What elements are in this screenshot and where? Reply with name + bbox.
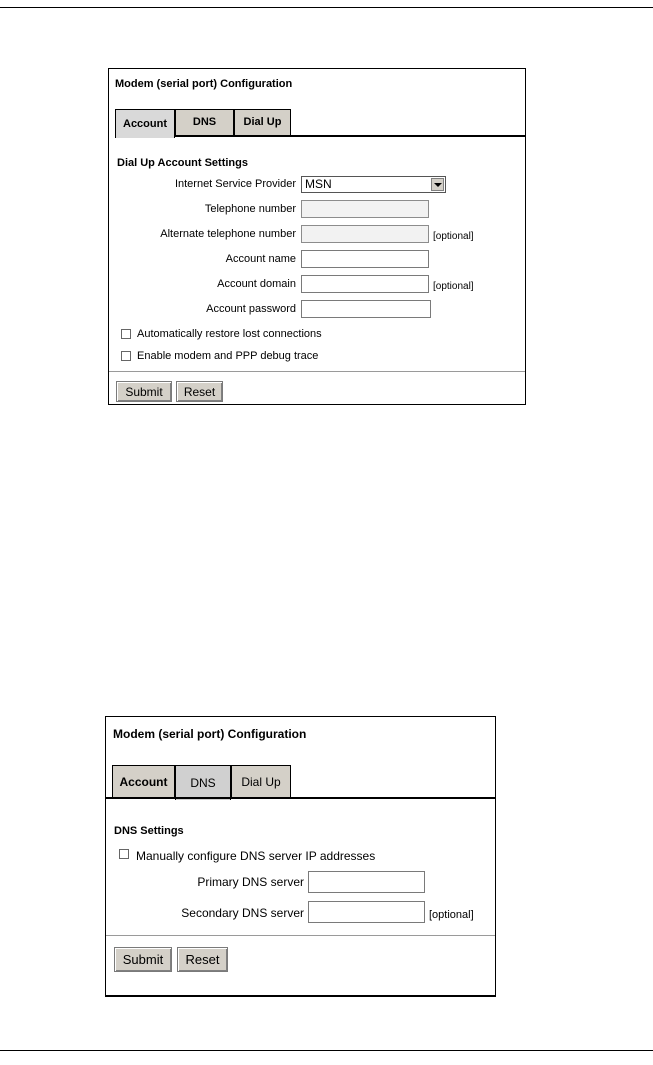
modem-config-panel-dns <box>105 716 496 997</box>
restore-connections-checkbox[interactable] <box>121 329 131 339</box>
tab-account[interactable]: Account <box>112 765 175 797</box>
account-name-input[interactable] <box>301 250 429 268</box>
primary-dns-input[interactable] <box>308 871 425 893</box>
reset-button[interactable]: Reset <box>176 381 223 402</box>
tab-underline <box>175 135 526 137</box>
alt-telephone-label: Alternate telephone number <box>160 228 296 240</box>
chevron-down-icon[interactable] <box>431 178 444 191</box>
manual-dns-label: Manually configure DNS server IP addresses <box>136 849 376 863</box>
manual-dns-checkbox[interactable] <box>119 849 129 859</box>
debug-trace-label: Enable modem and PPP debug trace <box>137 350 319 362</box>
secondary-dns-label: Secondary DNS server <box>181 906 304 920</box>
alt-telephone-input[interactable] <box>301 225 429 243</box>
tab-underline <box>106 797 495 799</box>
optional-note: [optional] <box>433 281 474 292</box>
primary-dns-label: Primary DNS server <box>197 875 304 889</box>
separator <box>109 371 525 372</box>
tab-dial-up[interactable]: Dial Up <box>234 109 291 135</box>
account-password-label: Account password <box>206 303 296 315</box>
telephone-label: Telephone number <box>204 203 296 215</box>
debug-trace-checkbox[interactable] <box>121 351 131 361</box>
account-password-input[interactable] <box>301 300 431 318</box>
separator <box>106 935 495 936</box>
account-domain-label: Account domain <box>217 278 296 290</box>
optional-note: [optional] <box>429 909 474 921</box>
account-name-label: Account name <box>225 253 296 265</box>
restore-connections-label: Automatically restore lost connections <box>137 328 322 340</box>
submit-button[interactable]: Submit <box>116 381 172 402</box>
tab-account[interactable]: Account <box>115 109 175 138</box>
account-domain-input[interactable] <box>301 275 429 293</box>
isp-label: Internet Service Provider <box>174 178 296 190</box>
submit-button[interactable]: Submit <box>114 947 172 972</box>
page-bottom-rule <box>0 1050 653 1051</box>
modem-config-panel-account <box>108 68 526 405</box>
tab-bar <box>112 765 495 800</box>
tab-dial-up[interactable]: Dial Up <box>231 765 291 797</box>
optional-note: [optional] <box>433 231 474 242</box>
isp-select-value: MSN <box>305 177 332 191</box>
section-title: Dial Up Account Settings <box>117 157 248 169</box>
panel-title: Modem (serial port) Configuration <box>115 78 293 90</box>
page-top-rule <box>0 7 653 8</box>
isp-select[interactable] <box>301 176 446 193</box>
tab-bar <box>115 109 525 137</box>
panel-title: Modem (serial port) Configuration <box>113 727 307 741</box>
tab-dns[interactable]: DNS <box>175 765 231 800</box>
reset-button[interactable]: Reset <box>177 947 228 972</box>
section-title: DNS Settings <box>114 825 184 837</box>
tab-dns[interactable]: DNS <box>175 109 234 135</box>
telephone-input[interactable] <box>301 200 429 218</box>
secondary-dns-input[interactable] <box>308 901 425 923</box>
